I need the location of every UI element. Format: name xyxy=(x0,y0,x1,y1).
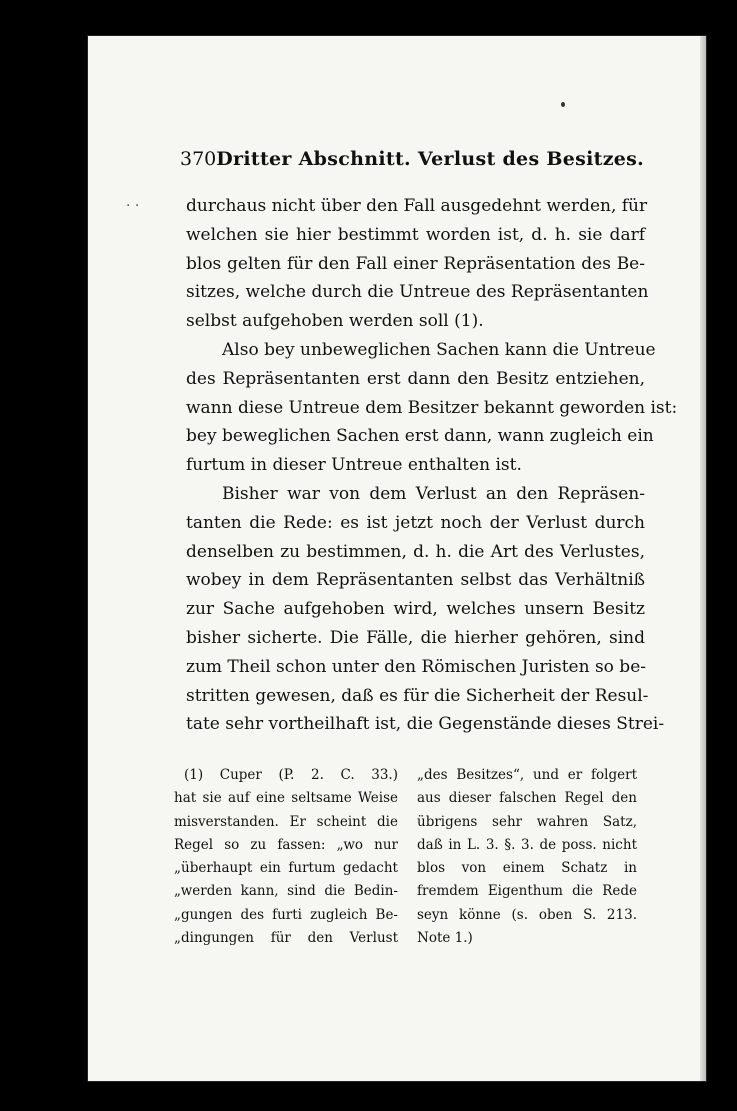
page-number: 370 xyxy=(180,148,217,170)
footnote-line: misverstanden. Er scheint die xyxy=(174,813,398,830)
margin-mark: · · xyxy=(126,198,140,214)
running-head xyxy=(180,148,645,170)
footnote-line: hat sie auf eine seltsame Weise xyxy=(174,790,398,807)
footnote-line: (1) Cuper (P. 2. C. 33.) xyxy=(184,767,398,783)
footnote-line: „werden kann, sind die Bedin- xyxy=(174,883,398,900)
text-line: selbst aufgehoben werden soll (1). xyxy=(186,311,484,332)
text-line: des Repräsentanten erst dann den Besitz entziehen, xyxy=(186,368,645,389)
footnote-right-column xyxy=(417,764,637,950)
footnote-line: „dingungen für den Verlust xyxy=(174,930,398,947)
text-line: welchen sie hier bestimmt worden ist, d. h. sie darf xyxy=(186,224,645,245)
footnote-line: „überhaupt ein furtum gedacht xyxy=(174,860,398,877)
footnote-line: fremdem Eigenthum die Rede xyxy=(417,883,637,900)
text-line: Also bey unbeweglichen Sachen kann die Untreue xyxy=(222,339,656,360)
ink-speck xyxy=(561,102,565,107)
footnote-line: blos von einem Schatz in xyxy=(417,860,637,877)
text-line: zur Sache aufgehoben wird, welches unsern Besitz xyxy=(186,599,645,620)
text-line: wobey in dem Repräsentanten selbst das Verhältniß xyxy=(186,570,645,591)
footnote-line: daß in L. 3. §. 3. de poss. nicht xyxy=(417,836,637,853)
text-line: Bisher war von dem Verlust an den Repräsen- xyxy=(222,483,645,504)
text-line: furtum in dieser Untreue enthalten ist. xyxy=(186,455,522,476)
text-line: bey beweglichen Sachen erst dann, wann zugleich ein xyxy=(186,426,654,447)
footnote-left-column xyxy=(174,764,398,950)
page-edge xyxy=(700,36,706,1081)
footnote-line: Note 1.) xyxy=(417,930,473,947)
text-line: stritten gewesen, daß es für die Sicherheit der Resul- xyxy=(186,685,649,706)
footnote-line: seyn könne (s. oben S. 213. xyxy=(417,906,637,923)
text-line: denselben zu bestimmen, d. h. die Art des Verlustes, xyxy=(186,541,645,562)
text-line: tate sehr vortheilhaft ist, die Gegenstände dieses Strei- xyxy=(186,714,665,735)
text-line: blos gelten für den Fall einer Repräsentation des Be- xyxy=(186,253,645,274)
footnote-line: „des Besitzes“, und er folgert xyxy=(417,767,637,783)
footnote-line: aus dieser falschen Regel den xyxy=(417,790,637,807)
footnote-line: „gungen des furti zugleich Be- xyxy=(174,906,398,923)
footnote-line: Regel so zu fassen: „wo nur xyxy=(174,836,398,853)
text-line: bisher sicherte. Die Fälle, die hierher gehören, sind xyxy=(186,627,645,648)
text-line: durchaus nicht über den Fall ausgedehnt werden, für xyxy=(186,196,648,216)
text-line: zum Theil schon unter den Römischen Juristen so be- xyxy=(186,656,646,677)
text-line: wann diese Untreue dem Besitzer bekannt geworden ist: xyxy=(186,397,678,418)
running-title: Dritter Abschnitt. Verlust des Besitzes. xyxy=(216,148,645,170)
text-line: sitzes, welche durch die Untreue des Repräsentanten xyxy=(186,282,649,303)
footnote-line: übrigens sehr wahren Satz, xyxy=(417,813,637,830)
text-line: tanten die Rede: es ist jetzt noch der Verlust durch xyxy=(186,512,645,533)
main-text xyxy=(186,192,678,739)
